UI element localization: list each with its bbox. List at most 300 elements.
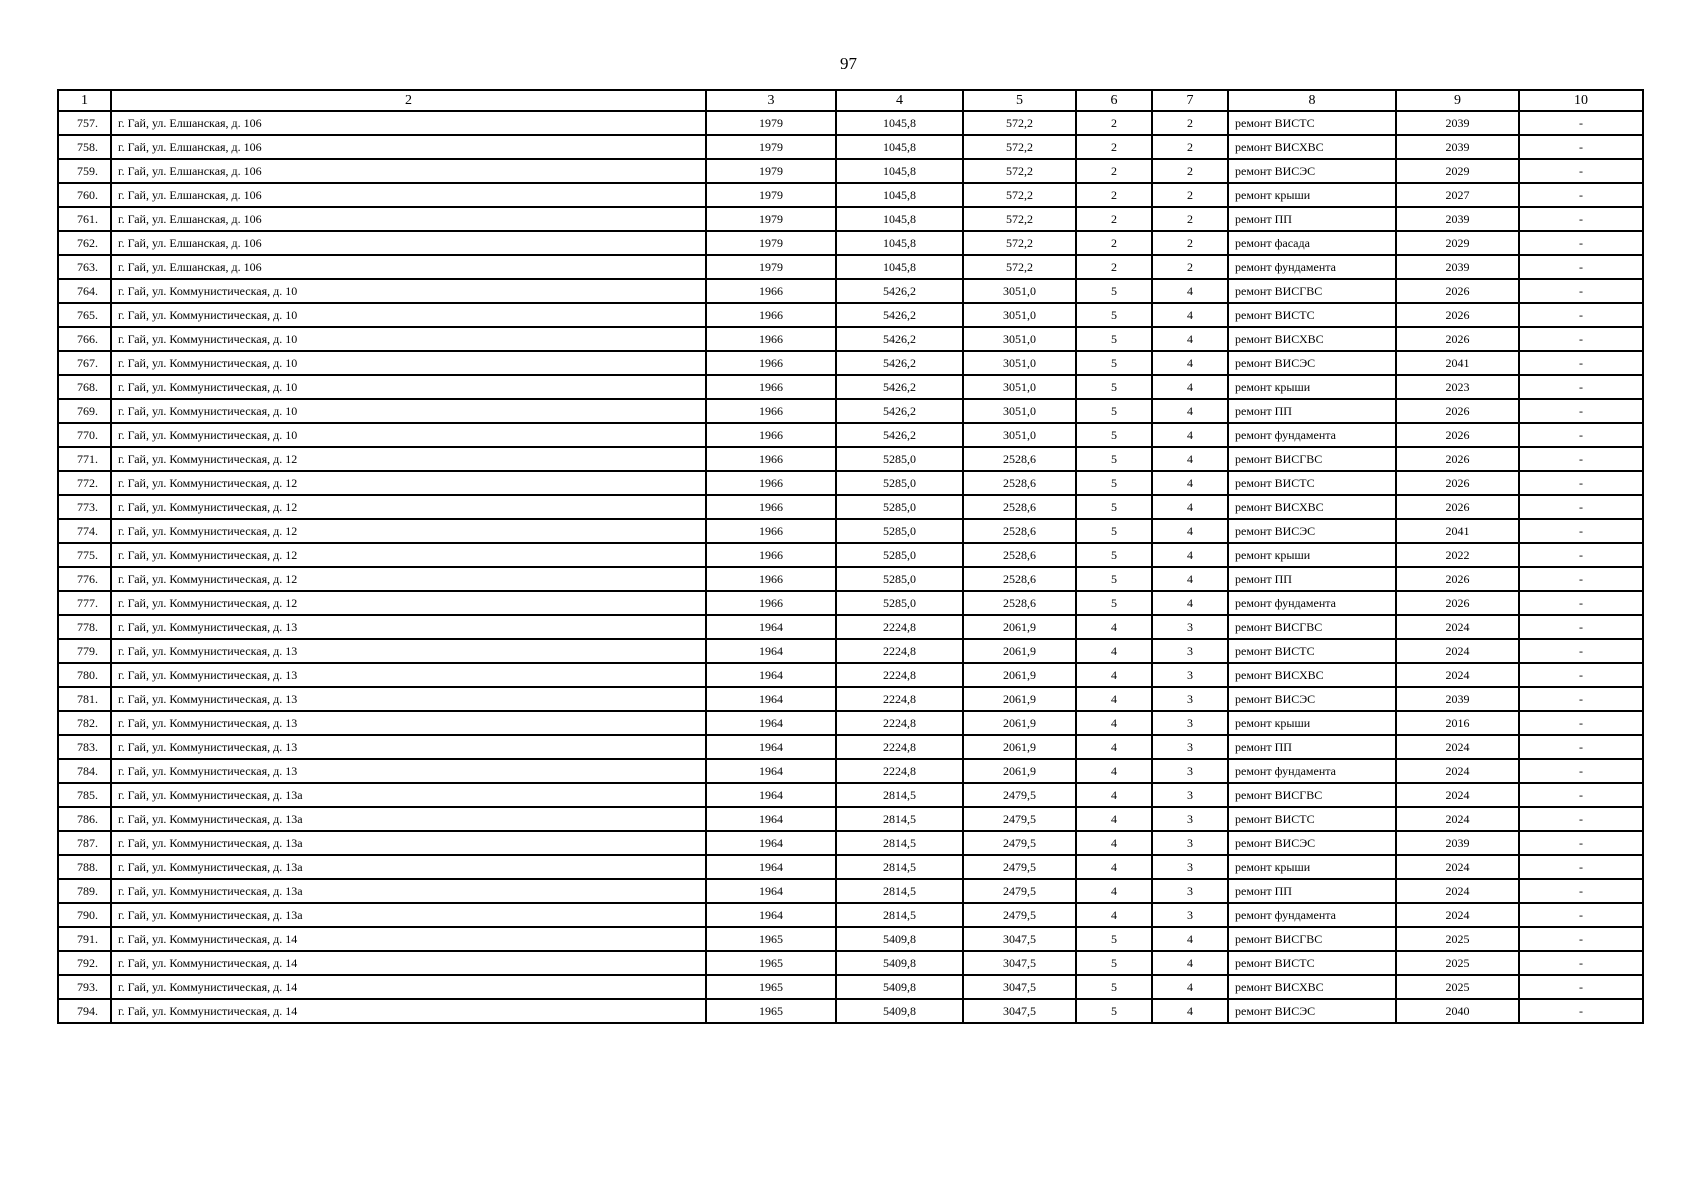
note-cell: - <box>1519 351 1643 375</box>
year-built-cell: 1979 <box>706 111 836 135</box>
table-row <box>58 615 1643 639</box>
row-number-cell: 790. <box>58 903 111 927</box>
total-area-cell: 2224,8 <box>836 639 963 663</box>
floors-cell: 5 <box>1076 975 1152 999</box>
planned-year-cell: 2024 <box>1396 759 1519 783</box>
repair-type-cell: ремонт ПП <box>1228 879 1396 903</box>
total-area-cell: 5426,2 <box>836 351 963 375</box>
table-row <box>58 999 1643 1023</box>
repair-type-cell: ремонт ВИСХВС <box>1228 495 1396 519</box>
year-built-cell: 1979 <box>706 207 836 231</box>
planned-year-cell: 2024 <box>1396 783 1519 807</box>
column-header: 3 <box>706 90 836 111</box>
repair-type-cell: ремонт ВИСЭС <box>1228 159 1396 183</box>
total-area-cell: 5409,8 <box>836 999 963 1023</box>
entrances-cell: 2 <box>1152 231 1228 255</box>
year-built-cell: 1964 <box>706 783 836 807</box>
row-number-cell: 783. <box>58 735 111 759</box>
planned-year-cell: 2026 <box>1396 495 1519 519</box>
total-area-cell: 1045,8 <box>836 111 963 135</box>
entrances-cell: 4 <box>1152 999 1228 1023</box>
floors-cell: 2 <box>1076 183 1152 207</box>
note-cell: - <box>1519 951 1643 975</box>
planned-year-cell: 2023 <box>1396 375 1519 399</box>
repair-type-cell: ремонт ПП <box>1228 567 1396 591</box>
repair-type-cell: ремонт ВИСГВС <box>1228 279 1396 303</box>
living-area-cell: 2061,9 <box>963 687 1076 711</box>
row-number-cell: 779. <box>58 639 111 663</box>
planned-year-cell: 2022 <box>1396 543 1519 567</box>
living-area-cell: 2528,6 <box>963 471 1076 495</box>
year-built-cell: 1964 <box>706 615 836 639</box>
floors-cell: 5 <box>1076 591 1152 615</box>
table-row <box>58 951 1643 975</box>
row-number-cell: 772. <box>58 471 111 495</box>
total-area-cell: 5285,0 <box>836 471 963 495</box>
total-area-cell: 5426,2 <box>836 423 963 447</box>
floors-cell: 2 <box>1076 231 1152 255</box>
total-area-cell: 1045,8 <box>836 231 963 255</box>
entrances-cell: 3 <box>1152 783 1228 807</box>
repair-type-cell: ремонт ВИСХВС <box>1228 663 1396 687</box>
address-cell: г. Гай, ул. Коммунистическая, д. 10 <box>111 327 706 351</box>
living-area-cell: 572,2 <box>963 231 1076 255</box>
floors-cell: 5 <box>1076 351 1152 375</box>
floors-cell: 4 <box>1076 903 1152 927</box>
planned-year-cell: 2039 <box>1396 111 1519 135</box>
row-number-cell: 770. <box>58 423 111 447</box>
floors-cell: 5 <box>1076 471 1152 495</box>
row-number-cell: 776. <box>58 567 111 591</box>
entrances-cell: 2 <box>1152 183 1228 207</box>
repair-type-cell: ремонт ВИСЭС <box>1228 351 1396 375</box>
note-cell: - <box>1519 111 1643 135</box>
planned-year-cell: 2041 <box>1396 351 1519 375</box>
note-cell: - <box>1519 543 1643 567</box>
table-body <box>58 111 1643 1023</box>
address-cell: г. Гай, ул. Коммунистическая, д. 12 <box>111 567 706 591</box>
planned-year-cell: 2039 <box>1396 207 1519 231</box>
repair-type-cell: ремонт ВИСХВС <box>1228 975 1396 999</box>
total-area-cell: 5285,0 <box>836 567 963 591</box>
entrances-cell: 3 <box>1152 759 1228 783</box>
address-cell: г. Гай, ул. Коммунистическая, д. 10 <box>111 375 706 399</box>
table-row <box>58 807 1643 831</box>
entrances-cell: 4 <box>1152 327 1228 351</box>
year-built-cell: 1979 <box>706 135 836 159</box>
total-area-cell: 5426,2 <box>836 279 963 303</box>
table-row <box>58 447 1643 471</box>
planned-year-cell: 2039 <box>1396 687 1519 711</box>
total-area-cell: 5285,0 <box>836 543 963 567</box>
row-number-cell: 762. <box>58 231 111 255</box>
table-row <box>58 111 1643 135</box>
floors-cell: 4 <box>1076 855 1152 879</box>
entrances-cell: 4 <box>1152 471 1228 495</box>
total-area-cell: 5426,2 <box>836 375 963 399</box>
year-built-cell: 1964 <box>706 639 836 663</box>
table-row <box>58 399 1643 423</box>
planned-year-cell: 2025 <box>1396 927 1519 951</box>
floors-cell: 5 <box>1076 567 1152 591</box>
column-header: 7 <box>1152 90 1228 111</box>
total-area-cell: 5285,0 <box>836 519 963 543</box>
row-number-cell: 758. <box>58 135 111 159</box>
row-number-cell: 771. <box>58 447 111 471</box>
table-row <box>58 327 1643 351</box>
year-built-cell: 1966 <box>706 303 836 327</box>
floors-cell: 4 <box>1076 783 1152 807</box>
year-built-cell: 1965 <box>706 927 836 951</box>
year-built-cell: 1964 <box>706 759 836 783</box>
repair-type-cell: ремонт фундамента <box>1228 423 1396 447</box>
address-cell: г. Гай, ул. Коммунистическая, д. 10 <box>111 279 706 303</box>
table-row <box>58 351 1643 375</box>
year-built-cell: 1966 <box>706 471 836 495</box>
year-built-cell: 1966 <box>706 351 836 375</box>
floors-cell: 4 <box>1076 879 1152 903</box>
year-built-cell: 1964 <box>706 735 836 759</box>
year-built-cell: 1966 <box>706 423 836 447</box>
entrances-cell: 4 <box>1152 423 1228 447</box>
floors-cell: 2 <box>1076 159 1152 183</box>
repair-type-cell: ремонт ВИСТС <box>1228 303 1396 327</box>
floors-cell: 4 <box>1076 615 1152 639</box>
row-number-cell: 785. <box>58 783 111 807</box>
floors-cell: 2 <box>1076 255 1152 279</box>
planned-year-cell: 2039 <box>1396 831 1519 855</box>
year-built-cell: 1964 <box>706 831 836 855</box>
row-number-cell: 788. <box>58 855 111 879</box>
table-row <box>58 543 1643 567</box>
year-built-cell: 1966 <box>706 567 836 591</box>
year-built-cell: 1979 <box>706 159 836 183</box>
entrances-cell: 4 <box>1152 279 1228 303</box>
entrances-cell: 2 <box>1152 255 1228 279</box>
repair-type-cell: ремонт фундамента <box>1228 903 1396 927</box>
planned-year-cell: 2041 <box>1396 519 1519 543</box>
floors-cell: 5 <box>1076 303 1152 327</box>
note-cell: - <box>1519 183 1643 207</box>
address-cell: г. Гай, ул. Коммунистическая, д. 13а <box>111 855 706 879</box>
note-cell: - <box>1519 687 1643 711</box>
entrances-cell: 3 <box>1152 879 1228 903</box>
year-built-cell: 1966 <box>706 375 836 399</box>
floors-cell: 4 <box>1076 735 1152 759</box>
table-row <box>58 423 1643 447</box>
year-built-cell: 1966 <box>706 327 836 351</box>
year-built-cell: 1964 <box>706 807 836 831</box>
total-area-cell: 2224,8 <box>836 711 963 735</box>
entrances-cell: 4 <box>1152 591 1228 615</box>
address-cell: г. Гай, ул. Елшанская, д. 106 <box>111 111 706 135</box>
planned-year-cell: 2026 <box>1396 279 1519 303</box>
table-row <box>58 567 1643 591</box>
living-area-cell: 2061,9 <box>963 663 1076 687</box>
living-area-cell: 2528,6 <box>963 495 1076 519</box>
planned-year-cell: 2024 <box>1396 807 1519 831</box>
note-cell: - <box>1519 519 1643 543</box>
note-cell: - <box>1519 807 1643 831</box>
row-number-cell: 792. <box>58 951 111 975</box>
entrances-cell: 4 <box>1152 303 1228 327</box>
total-area-cell: 2224,8 <box>836 735 963 759</box>
total-area-cell: 5426,2 <box>836 327 963 351</box>
planned-year-cell: 2024 <box>1396 735 1519 759</box>
row-number-cell: 766. <box>58 327 111 351</box>
address-cell: г. Гай, ул. Коммунистическая, д. 13 <box>111 639 706 663</box>
total-area-cell: 2224,8 <box>836 663 963 687</box>
entrances-cell: 4 <box>1152 399 1228 423</box>
address-cell: г. Гай, ул. Коммунистическая, д. 10 <box>111 351 706 375</box>
note-cell: - <box>1519 303 1643 327</box>
total-area-cell: 2224,8 <box>836 759 963 783</box>
entrances-cell: 3 <box>1152 735 1228 759</box>
entrances-cell: 2 <box>1152 159 1228 183</box>
entrances-cell: 4 <box>1152 375 1228 399</box>
address-cell: г. Гай, ул. Елшанская, д. 106 <box>111 207 706 231</box>
note-cell: - <box>1519 759 1643 783</box>
repair-type-cell: ремонт крыши <box>1228 375 1396 399</box>
repair-type-cell: ремонт ПП <box>1228 735 1396 759</box>
planned-year-cell: 2026 <box>1396 471 1519 495</box>
table-row <box>58 471 1643 495</box>
floors-cell: 5 <box>1076 423 1152 447</box>
note-cell: - <box>1519 567 1643 591</box>
living-area-cell: 2061,9 <box>963 639 1076 663</box>
living-area-cell: 2479,5 <box>963 783 1076 807</box>
total-area-cell: 2814,5 <box>836 855 963 879</box>
entrances-cell: 3 <box>1152 639 1228 663</box>
year-built-cell: 1965 <box>706 975 836 999</box>
total-area-cell: 2814,5 <box>836 831 963 855</box>
note-cell: - <box>1519 135 1643 159</box>
table-row <box>58 975 1643 999</box>
floors-cell: 4 <box>1076 831 1152 855</box>
address-cell: г. Гай, ул. Коммунистическая, д. 13 <box>111 687 706 711</box>
living-area-cell: 2061,9 <box>963 711 1076 735</box>
repair-type-cell: ремонт ВИСЭС <box>1228 999 1396 1023</box>
table-row <box>58 279 1643 303</box>
entrances-cell: 3 <box>1152 711 1228 735</box>
total-area-cell: 2224,8 <box>836 687 963 711</box>
row-number-cell: 781. <box>58 687 111 711</box>
repair-type-cell: ремонт фундамента <box>1228 255 1396 279</box>
floors-cell: 5 <box>1076 519 1152 543</box>
planned-year-cell: 2026 <box>1396 447 1519 471</box>
row-number-cell: 786. <box>58 807 111 831</box>
address-cell: г. Гай, ул. Коммунистическая, д. 12 <box>111 591 706 615</box>
row-number-cell: 784. <box>58 759 111 783</box>
note-cell: - <box>1519 903 1643 927</box>
total-area-cell: 5409,8 <box>836 951 963 975</box>
entrances-cell: 4 <box>1152 519 1228 543</box>
year-built-cell: 1966 <box>706 399 836 423</box>
entrances-cell: 4 <box>1152 543 1228 567</box>
total-area-cell: 1045,8 <box>836 183 963 207</box>
living-area-cell: 2528,6 <box>963 567 1076 591</box>
floors-cell: 4 <box>1076 759 1152 783</box>
living-area-cell: 2061,9 <box>963 615 1076 639</box>
table-row <box>58 927 1643 951</box>
planned-year-cell: 2016 <box>1396 711 1519 735</box>
planned-year-cell: 2026 <box>1396 399 1519 423</box>
year-built-cell: 1964 <box>706 663 836 687</box>
living-area-cell: 2061,9 <box>963 735 1076 759</box>
entrances-cell: 3 <box>1152 615 1228 639</box>
floors-cell: 2 <box>1076 135 1152 159</box>
note-cell: - <box>1519 999 1643 1023</box>
year-built-cell: 1966 <box>706 447 836 471</box>
row-number-cell: 763. <box>58 255 111 279</box>
total-area-cell: 2224,8 <box>836 615 963 639</box>
note-cell: - <box>1519 495 1643 519</box>
repair-type-cell: ремонт ВИСЭС <box>1228 687 1396 711</box>
note-cell: - <box>1519 735 1643 759</box>
year-built-cell: 1966 <box>706 543 836 567</box>
total-area-cell: 2814,5 <box>836 807 963 831</box>
address-cell: г. Гай, ул. Коммунистическая, д. 13а <box>111 807 706 831</box>
planned-year-cell: 2040 <box>1396 999 1519 1023</box>
address-cell: г. Гай, ул. Елшанская, д. 106 <box>111 183 706 207</box>
repair-type-cell: ремонт ВИСГВС <box>1228 927 1396 951</box>
planned-year-cell: 2039 <box>1396 135 1519 159</box>
address-cell: г. Гай, ул. Коммунистическая, д. 14 <box>111 975 706 999</box>
year-built-cell: 1965 <box>706 951 836 975</box>
row-number-cell: 767. <box>58 351 111 375</box>
floors-cell: 5 <box>1076 927 1152 951</box>
row-number-cell: 773. <box>58 495 111 519</box>
floors-cell: 5 <box>1076 951 1152 975</box>
total-area-cell: 1045,8 <box>836 159 963 183</box>
row-number-cell: 778. <box>58 615 111 639</box>
total-area-cell: 1045,8 <box>836 255 963 279</box>
repair-type-cell: ремонт ВИСГВС <box>1228 615 1396 639</box>
table-row <box>58 207 1643 231</box>
total-area-cell: 5285,0 <box>836 495 963 519</box>
address-cell: г. Гай, ул. Коммунистическая, д. 14 <box>111 927 706 951</box>
address-cell: г. Гай, ул. Коммунистическая, д. 12 <box>111 543 706 567</box>
note-cell: - <box>1519 423 1643 447</box>
floors-cell: 5 <box>1076 543 1152 567</box>
note-cell: - <box>1519 591 1643 615</box>
living-area-cell: 3051,0 <box>963 303 1076 327</box>
address-cell: г. Гай, ул. Коммунистическая, д. 13а <box>111 903 706 927</box>
floors-cell: 5 <box>1076 279 1152 303</box>
year-built-cell: 1965 <box>706 999 836 1023</box>
address-cell: г. Гай, ул. Коммунистическая, д. 13а <box>111 879 706 903</box>
column-header: 1 <box>58 90 111 111</box>
table-row <box>58 831 1643 855</box>
year-built-cell: 1966 <box>706 519 836 543</box>
address-cell: г. Гай, ул. Коммунистическая, д. 13 <box>111 759 706 783</box>
living-area-cell: 2479,5 <box>963 879 1076 903</box>
repair-type-cell: ремонт крыши <box>1228 543 1396 567</box>
planned-year-cell: 2024 <box>1396 639 1519 663</box>
floors-cell: 4 <box>1076 807 1152 831</box>
floors-cell: 5 <box>1076 495 1152 519</box>
address-cell: г. Гай, ул. Коммунистическая, д. 13 <box>111 663 706 687</box>
entrances-cell: 3 <box>1152 855 1228 879</box>
address-cell: г. Гай, ул. Коммунистическая, д. 13а <box>111 783 706 807</box>
column-header: 2 <box>111 90 706 111</box>
year-built-cell: 1964 <box>706 855 836 879</box>
living-area-cell: 3051,0 <box>963 423 1076 447</box>
row-number-cell: 759. <box>58 159 111 183</box>
row-number-cell: 769. <box>58 399 111 423</box>
planned-year-cell: 2024 <box>1396 663 1519 687</box>
column-header: 10 <box>1519 90 1643 111</box>
planned-year-cell: 2026 <box>1396 591 1519 615</box>
address-cell: г. Гай, ул. Коммунистическая, д. 10 <box>111 399 706 423</box>
entrances-cell: 2 <box>1152 135 1228 159</box>
column-header: 4 <box>836 90 963 111</box>
planned-year-cell: 2024 <box>1396 879 1519 903</box>
address-cell: г. Гай, ул. Коммунистическая, д. 13 <box>111 735 706 759</box>
repair-type-cell: ремонт ВИСТС <box>1228 639 1396 663</box>
row-number-cell: 760. <box>58 183 111 207</box>
address-cell: г. Гай, ул. Коммунистическая, д. 14 <box>111 951 706 975</box>
total-area-cell: 5409,8 <box>836 975 963 999</box>
floors-cell: 5 <box>1076 999 1152 1023</box>
living-area-cell: 2528,6 <box>963 591 1076 615</box>
entrances-cell: 3 <box>1152 663 1228 687</box>
table-row <box>58 183 1643 207</box>
planned-year-cell: 2029 <box>1396 159 1519 183</box>
living-area-cell: 572,2 <box>963 207 1076 231</box>
living-area-cell: 2479,5 <box>963 807 1076 831</box>
entrances-cell: 3 <box>1152 807 1228 831</box>
planned-year-cell: 2026 <box>1396 303 1519 327</box>
repair-type-cell: ремонт фасада <box>1228 231 1396 255</box>
living-area-cell: 572,2 <box>963 111 1076 135</box>
address-cell: г. Гай, ул. Елшанская, д. 106 <box>111 135 706 159</box>
row-number-cell: 774. <box>58 519 111 543</box>
living-area-cell: 2479,5 <box>963 855 1076 879</box>
planned-year-cell: 2024 <box>1396 615 1519 639</box>
planned-year-cell: 2025 <box>1396 975 1519 999</box>
table-row <box>58 303 1643 327</box>
total-area-cell: 2814,5 <box>836 783 963 807</box>
total-area-cell: 5409,8 <box>836 927 963 951</box>
table-row <box>58 735 1643 759</box>
note-cell: - <box>1519 399 1643 423</box>
address-cell: г. Гай, ул. Коммунистическая, д. 13а <box>111 831 706 855</box>
total-area-cell: 2814,5 <box>836 903 963 927</box>
table-row <box>58 255 1643 279</box>
row-number-cell: 765. <box>58 303 111 327</box>
note-cell: - <box>1519 255 1643 279</box>
planned-year-cell: 2027 <box>1396 183 1519 207</box>
floors-cell: 4 <box>1076 711 1152 735</box>
note-cell: - <box>1519 855 1643 879</box>
table-row <box>58 519 1643 543</box>
entrances-cell: 3 <box>1152 903 1228 927</box>
address-cell: г. Гай, ул. Коммунистическая, д. 12 <box>111 471 706 495</box>
note-cell: - <box>1519 783 1643 807</box>
floors-cell: 2 <box>1076 207 1152 231</box>
column-header: 5 <box>963 90 1076 111</box>
table-row <box>58 711 1643 735</box>
planned-year-cell: 2039 <box>1396 255 1519 279</box>
row-number-cell: 775. <box>58 543 111 567</box>
table-row <box>58 663 1643 687</box>
table-row <box>58 879 1643 903</box>
address-cell: г. Гай, ул. Коммунистическая, д. 12 <box>111 495 706 519</box>
note-cell: - <box>1519 663 1643 687</box>
floors-cell: 5 <box>1076 399 1152 423</box>
page-number: 97 <box>840 54 857 73</box>
